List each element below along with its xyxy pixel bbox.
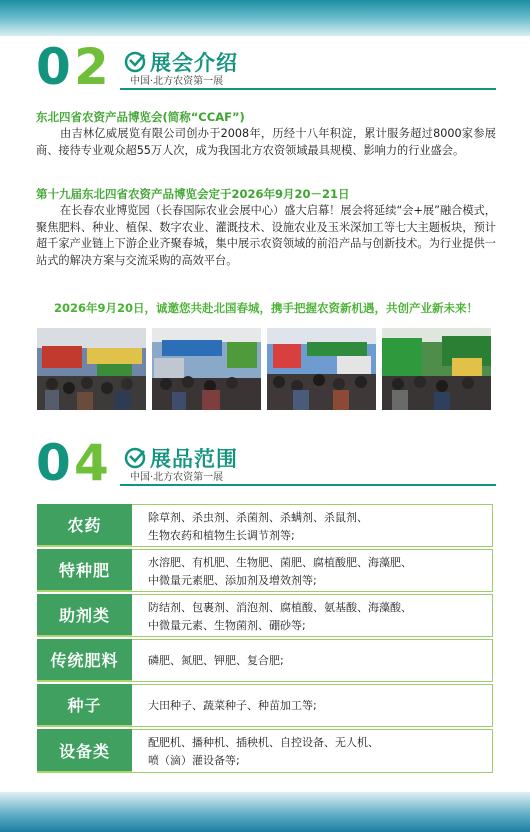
- exhibition-photo-3: [267, 328, 376, 410]
- item-line: 水溶肥、有机肥、生物肥、菌肥、腐植酸肥、海藻肥、: [148, 556, 412, 569]
- section-subtitle: 中国·北方农资第一展: [130, 472, 224, 483]
- intro-paragraph-2: 在长春农业博览园（长春国际农业会展中心）盛大启幕！展会将延续“会+展”融合模式，聚焦肥料、种业、植保、数字农业、灌溉技术、设施农业及玉米深加工等七大主题板块，预计超千家产业链上下游企业齐聚春城，集中展示农资领域的前沿产品与创新技术。为行业提供一站式的解决方案与交流采购的高效平台。: [36, 204, 496, 267]
- category-items: [132, 729, 493, 773]
- table-row: [37, 504, 493, 549]
- exhibit-scope-table: [37, 504, 493, 775]
- table-row: [37, 594, 493, 639]
- section-title: 展品范围: [150, 447, 238, 471]
- table-row: [37, 549, 493, 594]
- intro-heading-ccaf: 东北四省农资产品博览会(简称“CCAF”): [36, 110, 245, 124]
- table-row: [37, 729, 493, 775]
- category-label: 设备类: [37, 729, 132, 773]
- section-number-digit-0: 0: [36, 434, 67, 492]
- item-line: 防结剂、包裹剂、消泡剂、腐植酸、氨基酸、海藻酸、: [148, 601, 412, 614]
- item-line: 生物农药和植物生长调节剂等;: [148, 529, 295, 542]
- category-items: [132, 684, 493, 727]
- item-line: 喷（滴）灌设备等;: [148, 754, 240, 767]
- category-items: [132, 504, 493, 547]
- exhibition-photo-strip: [37, 328, 493, 410]
- top-decor-band: [0, 0, 530, 36]
- exhibition-photo-2: [152, 328, 261, 410]
- section-header-intro: [36, 38, 496, 100]
- circle-check-icon: [124, 51, 146, 73]
- item-line: 中微量元素、生物菌剂、硼砂等;: [148, 619, 306, 632]
- category-label: 种子: [37, 684, 132, 727]
- bottom-decor-band: [0, 792, 530, 832]
- item-line: 磷肥、氮肥、钾肥、复合肥;: [148, 653, 284, 667]
- exhibition-photo-1: [37, 328, 146, 410]
- table-row: [37, 684, 493, 729]
- category-label: 助剂类: [37, 594, 132, 637]
- section-title: 展会介绍: [150, 51, 238, 75]
- intro-heading-dates: 第十九届东北四省农资产品博览会定于2026年9月20－21日: [36, 187, 350, 201]
- category-items: [132, 639, 493, 682]
- section-underline: [120, 88, 496, 90]
- section-subtitle: 中国·北方农资第一展: [130, 76, 224, 87]
- category-label: 传统肥料: [37, 639, 132, 682]
- category-items: [132, 594, 493, 637]
- exhibition-photo-4: [382, 328, 491, 410]
- section-number-digit-4: 4: [74, 434, 107, 492]
- item-line: 除草剂、杀虫剂、杀菌剂、杀螨剂、杀鼠剂、: [148, 511, 368, 524]
- item-line: 大田种子、蔬菜种子、种苗加工等;: [148, 698, 317, 712]
- category-items: [132, 549, 493, 592]
- circle-check-icon: [124, 447, 146, 469]
- section-number: [36, 38, 116, 96]
- intro-paragraph-1: 由吉林亿威展览有限公司创办于2008年，历经十八年积淀，累计服务超过8000家参展商、接待专业观众超55万人次，成为我国北方农资领域最具规模、影响力的行业盛会。: [36, 127, 496, 157]
- section-number-digit-0: 0: [36, 38, 67, 96]
- item-line: 配肥机、播种机、插秧机、自控设备、无人机、: [148, 736, 379, 749]
- invitation-line: 2026年9月20日，诚邀您共赴北国春城，携手把握农资新机遇，共创产业新未来！: [53, 301, 478, 315]
- section-number: [36, 434, 116, 492]
- section-header-exhibits: [36, 434, 496, 496]
- category-label: 农药: [37, 504, 132, 547]
- table-row: [37, 639, 493, 684]
- section-number-digit-2: 2: [74, 38, 107, 96]
- category-label: 特种肥: [37, 549, 132, 592]
- section-underline: [120, 484, 496, 486]
- item-line: 中微量元素肥、添加剂及增效剂等;: [148, 574, 317, 587]
